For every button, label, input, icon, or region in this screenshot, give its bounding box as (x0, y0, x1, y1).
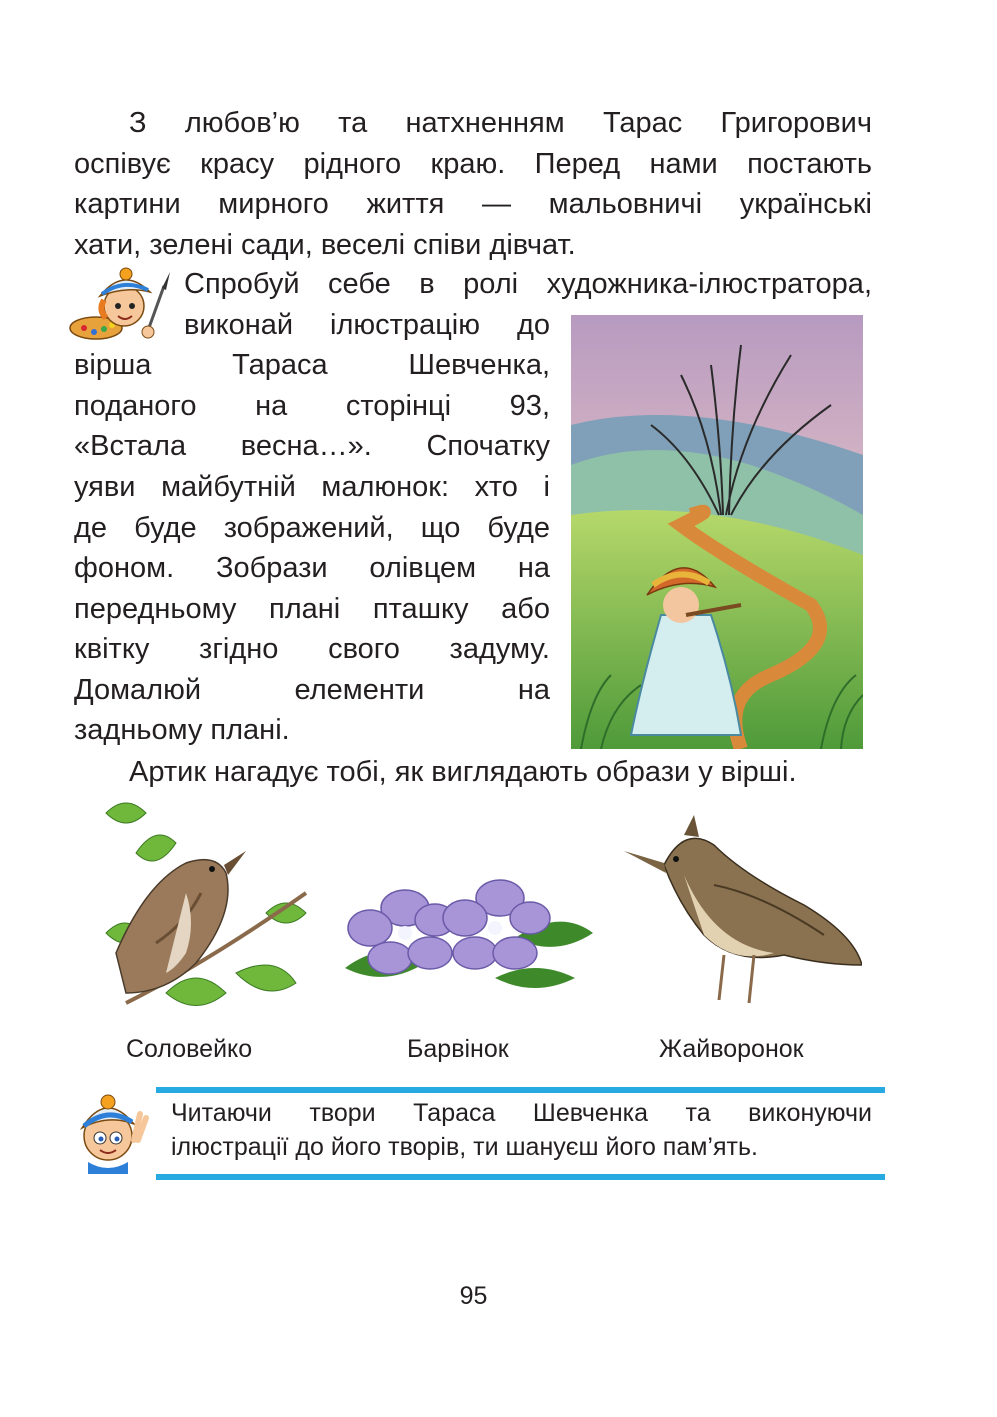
nightingale-caption: Соловейко (126, 1035, 253, 1063)
task-line: фоном. Зобрази олівцем на (74, 552, 550, 584)
task-line: виконай ілюстрацію до (184, 309, 550, 341)
task-line: передньому плані пташку або (74, 593, 550, 625)
flute-boy-illustration (571, 315, 863, 749)
task-line: квітку згідно свого задуму. (74, 633, 550, 665)
paragraph-line: З любов’ю та натхненням Тарас Григорович (129, 107, 872, 139)
note-line: ілюстрації до його творів, ти шануєш його пам’ять. (171, 1133, 758, 1161)
task-line: поданого на сторінці 93, (74, 390, 550, 422)
task-line: уяви майбутній малюнок: хто і (74, 471, 550, 503)
note-bottom-bar (156, 1174, 885, 1180)
periwinkle-icon (345, 858, 593, 998)
task-line: «Встала весна…». Спочатку (74, 430, 550, 462)
note-line: Читаючи твори Тараса Шевченка та виконуючи (171, 1099, 872, 1127)
note-top-bar (156, 1087, 885, 1093)
periwinkle-caption: Барвінок (407, 1035, 509, 1063)
task-line: Спробуй себе в ролі художника-ілюстратора, (184, 268, 872, 300)
lark-icon (624, 815, 862, 1015)
nightingale-icon (86, 793, 332, 1023)
lark-caption: Жайворонок (659, 1035, 804, 1063)
paragraph-line: оспівує красу рідного краю. Перед нами постають (74, 148, 872, 180)
artik-waving-icon (70, 1090, 152, 1174)
task-line: Домалюй елементи на (74, 674, 550, 706)
artik-reminder: Артик нагадує тобі, як виглядають образи у вірші. (129, 756, 797, 788)
artist-boy-icon (66, 266, 174, 346)
task-line: де буде зображений, що буде (74, 512, 550, 544)
paragraph-line: хати, зелені сади, веселі співи дівчат. (74, 229, 576, 261)
task-line: вірша Тараса Шевченка, (74, 349, 550, 381)
page-number: 95 (459, 1282, 488, 1310)
task-line: задньому плані. (74, 714, 290, 746)
paragraph-line: картини мирного життя — мальовничі українські (74, 188, 872, 220)
